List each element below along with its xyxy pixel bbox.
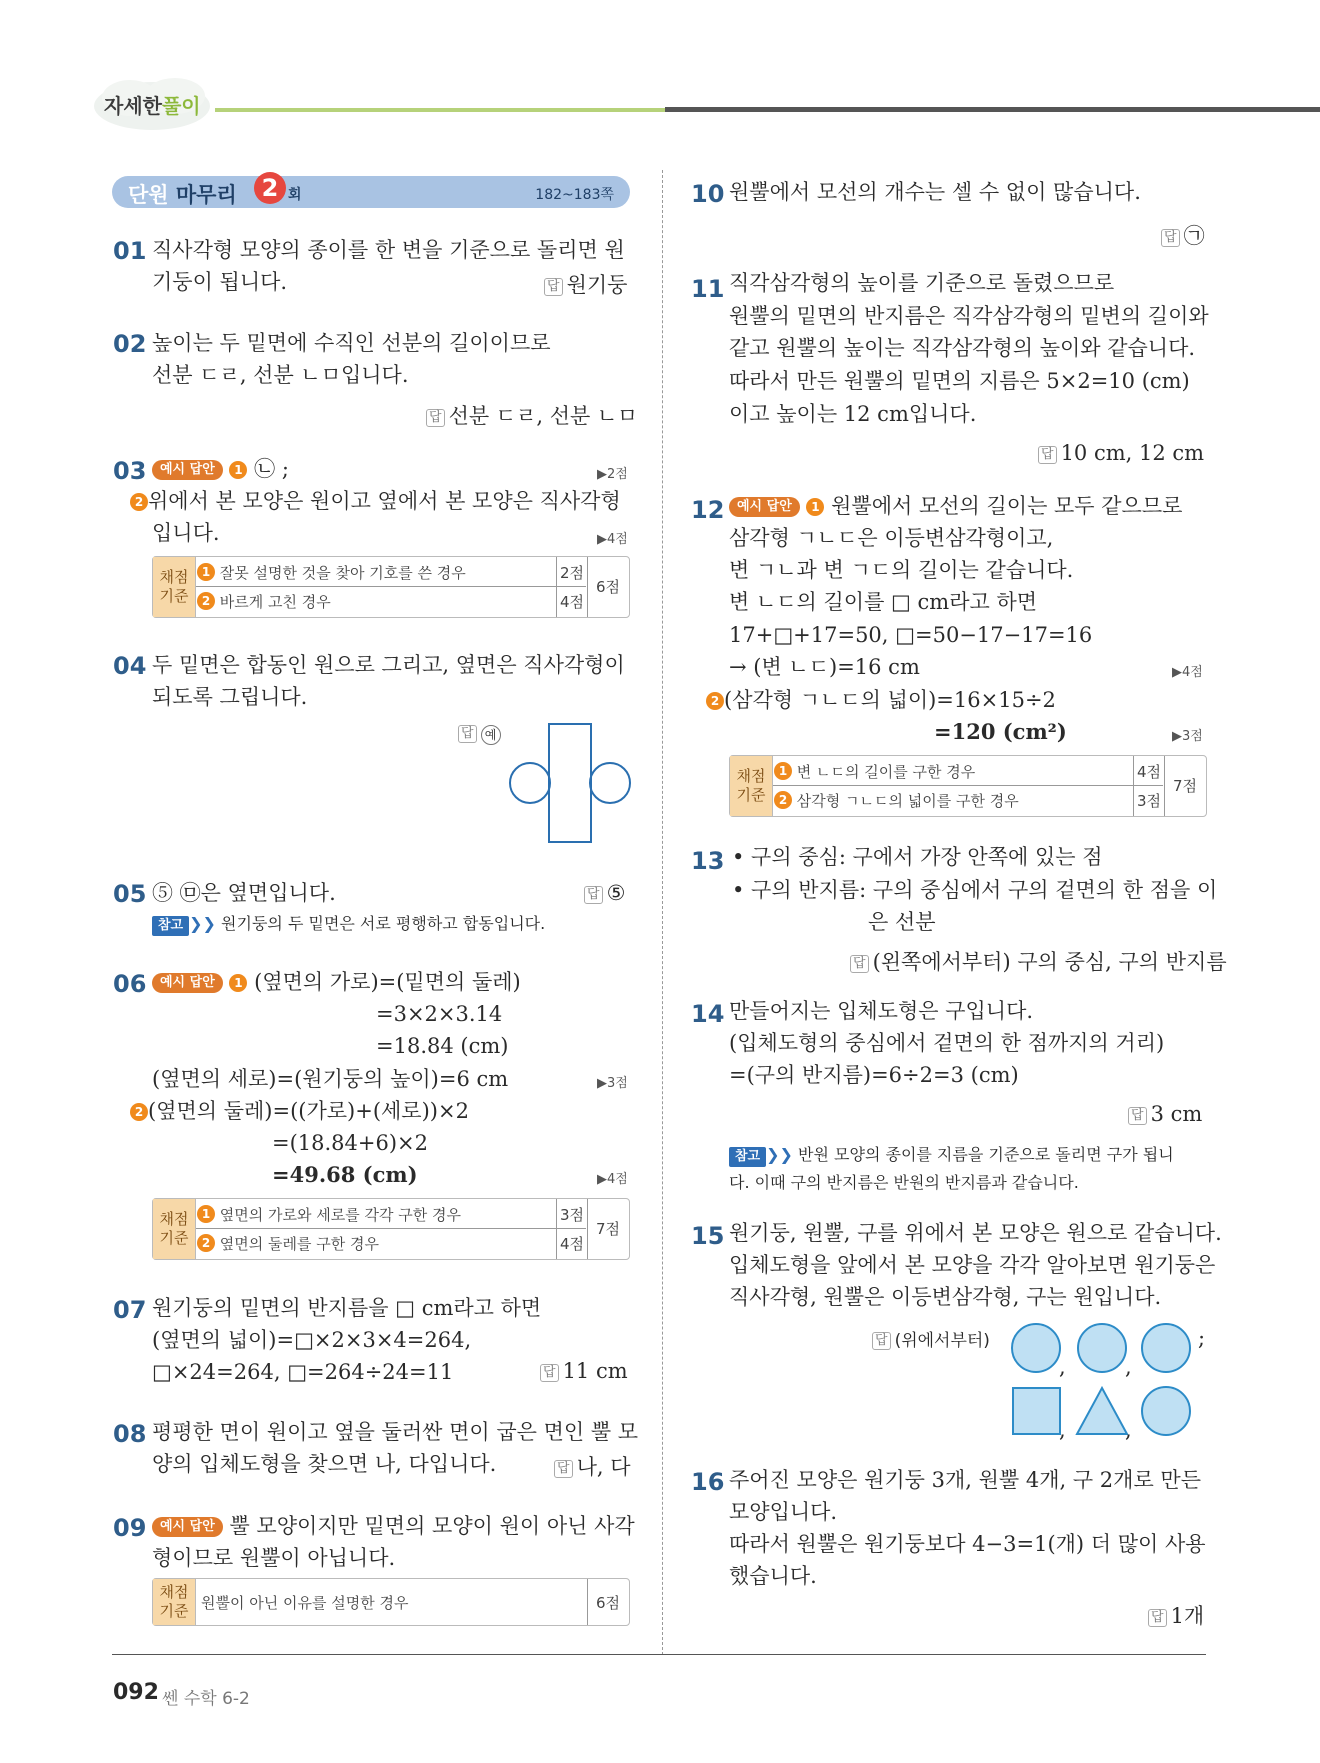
answer-label: 답	[850, 955, 869, 973]
header-logo	[90, 70, 215, 138]
q04-line2: 되도록 그립니다.	[152, 685, 308, 709]
q15-answer	[872, 1326, 990, 1351]
q11-line1: 직각삼각형의 높이를 기준으로 돌렸으므로	[729, 271, 1115, 295]
q16-answer-text: 1개	[1170, 1604, 1205, 1628]
answer-label: 답	[584, 886, 603, 904]
q07-answer	[540, 1359, 628, 1383]
q10-answer	[1161, 220, 1205, 250]
q05-number: 05	[113, 880, 147, 908]
q12-grade-p2: 3점	[1136, 792, 1162, 810]
q10-number: 10	[691, 180, 725, 208]
note-label: 참고	[729, 1147, 766, 1167]
q14-line2: (입체도형의 중심에서 겉면의 한 점까지의 거리)	[729, 1031, 1165, 1055]
grade-label-2: 기준	[159, 1229, 189, 1247]
answer-label: 답	[1148, 1609, 1167, 1627]
grade-label-1: 채점	[736, 767, 766, 785]
q07-number: 07	[113, 1296, 147, 1324]
note-label: 참고	[152, 916, 189, 936]
circle-shape-icon	[1142, 1387, 1190, 1435]
q02-line2: 선분 ㄷㄹ, 선분 ㄴㅁ입니다.	[152, 363, 409, 387]
step-marker-1: 1	[229, 974, 247, 992]
q12-line6: → (변 ㄴㄷ)=16 cm	[729, 655, 920, 679]
q08-answer	[554, 1451, 631, 1481]
q16-line3: 따라서 원뿔은 원기둥보다 4−3=1(개) 더 많이 사용	[729, 1532, 1206, 1556]
q06-line2: =3×2×3.14	[376, 1002, 503, 1026]
q07-line2: (옆면의 넓이)=□×2×3×4=264,	[152, 1328, 472, 1352]
step-marker-2: 2	[706, 692, 724, 710]
q01-line2: 기둥이 됩니다.	[152, 270, 288, 294]
q14-note-text-1: 반원 모양의 종이를 지름을 기준으로 돌리면 구가 됩니	[798, 1145, 1174, 1164]
q15-line2: 입체도형을 앞에서 본 모양을 각각 알아보면 원기둥은	[729, 1253, 1216, 1277]
q06-line7: =49.68 (cm)	[272, 1162, 418, 1187]
circle-shape-icon	[1078, 1324, 1126, 1372]
q04-answer-label: 예	[481, 725, 501, 745]
q09-grade-c1: 원뿔이 아닌 이유를 설명한 경우	[201, 1594, 409, 1612]
q12-grade-total: 7점	[1172, 777, 1198, 795]
q01-answer	[544, 269, 627, 299]
q06-grade-c1: 옆면의 가로와 세로를 각각 구한 경우	[219, 1206, 461, 1224]
note-arrow-icon: ❯❯	[189, 914, 216, 933]
q13-answer-text: (왼쪽에서부터) 구의 중심, 구의 반지름	[872, 950, 1227, 974]
q01-number: 01	[113, 237, 147, 265]
q16-answer	[1148, 1600, 1204, 1630]
circle-shape-icon	[1012, 1324, 1060, 1372]
q05-answer	[584, 881, 625, 905]
q06-line1-text: (옆면의 가로)=(밑면의 둘레)	[254, 970, 521, 994]
q07-line1: 원기둥의 밑면의 반지름을 □ cm라고 하면	[152, 1296, 542, 1320]
q09-grade-total: 6점	[595, 1594, 621, 1612]
q11-answer-text: 10 cm, 12 cm	[1060, 441, 1205, 465]
q14-number: 14	[691, 1000, 725, 1028]
q10-answer-text: ㉠	[1183, 224, 1205, 248]
q03-line1	[152, 455, 289, 483]
q12-line4: 변 ㄴㄷ의 길이를 □ cm라고 하면	[729, 590, 1038, 614]
q07-answer-text: 11 cm	[562, 1359, 628, 1383]
q06-line3: =18.84 (cm)	[376, 1034, 509, 1058]
footer-book-title: 쎈 수학 6-2	[162, 1689, 250, 1709]
q01-line1: 직사각형 모양의 종이를 한 변을 기준으로 돌리면 원	[152, 238, 625, 262]
section-bar	[112, 176, 630, 208]
q15-shapes-figure	[1010, 1320, 1210, 1448]
q03-grade-p1: 2점	[559, 564, 585, 582]
q12-pts2: ▶3점	[1172, 729, 1203, 744]
q06-line4: (옆면의 세로)=(원기둥의 높이)=6 cm	[152, 1067, 509, 1091]
section-title-b: 마무리	[175, 183, 237, 207]
q08-line1: 평평한 면이 원이고 옆을 둘러싼 면이 굽은 면인 뿔 모	[152, 1420, 639, 1444]
q09-line1-text: 뿔 모양이지만 밑면의 모양이 원이 아닌 사각	[229, 1514, 635, 1538]
q03-line3: 입니다.	[152, 521, 220, 545]
q03-step1: ㉡ ;	[254, 457, 289, 481]
q09-grade-table	[152, 1578, 630, 1626]
q08-line2: 양의 입체도형을 찾으면 나, 다입니다.	[152, 1452, 497, 1476]
q15-sep-4: ,	[1125, 1418, 1132, 1442]
q08-answer-text: 나, 다	[576, 1455, 631, 1479]
q11-line4: 따라서 만든 원뿔의 밑면의 지름은 5×2=10 (cm)	[729, 369, 1190, 393]
q06-pts2: ▶4점	[597, 1172, 628, 1187]
section-round-badge: 2	[254, 172, 286, 204]
cylinder-net-figure	[508, 720, 633, 845]
q04-line1: 두 밑면은 합동인 원으로 그리고, 옆면은 직사각형이	[152, 653, 625, 677]
q15-sep-1: ,	[1059, 1355, 1066, 1379]
example-answer-badge: 예시 답안	[729, 497, 800, 517]
q12-line7	[706, 686, 1056, 714]
step-marker-2: 2	[197, 1234, 215, 1252]
q09-line2: 형이므로 원뿔이 아닙니다.	[152, 1546, 396, 1570]
q02-answer	[426, 400, 638, 430]
q13-answer	[850, 946, 1227, 976]
answer-label: 답	[458, 725, 477, 743]
q11-line2: 원뿔의 밑면의 반지름은 직각삼각형의 밑변의 길이와	[729, 304, 1209, 328]
q12-grade-c2: 삼각형 ㄱㄴㄷ의 넓이를 구한 경우	[796, 792, 1019, 810]
q15-end: ;	[1198, 1326, 1206, 1350]
q03-pts2: ▶4점	[597, 532, 628, 547]
q15-answer-text: (위에서부터)	[894, 1331, 990, 1351]
q06-grade-p2: 4점	[559, 1235, 585, 1253]
step-marker-1: 1	[197, 1205, 215, 1223]
q03-grade-total: 6점	[595, 578, 621, 596]
q11-line3: 같고 원뿔의 높이는 직각삼각형의 높이와 같습니다.	[729, 336, 1196, 360]
footer-rule	[112, 1654, 1206, 1655]
step-marker-2: 2	[130, 1103, 148, 1121]
q12-line3: 변 ㄱㄴ과 변 ㄱㄷ의 길이는 같습니다.	[729, 558, 1074, 582]
q13-line1: • 구의 중심: 구에서 가장 안쪽에 있는 점	[732, 845, 1103, 869]
step-marker-2: 2	[197, 592, 215, 610]
note-arrow-icon: ❯❯	[766, 1145, 793, 1164]
q06-grade-table	[152, 1198, 630, 1260]
grade-label-2: 기준	[159, 587, 189, 605]
triangle-shape-icon	[1077, 1388, 1127, 1434]
section-pages: 182~183쪽	[535, 187, 614, 203]
q05-note	[152, 910, 545, 938]
q13-line2: • 구의 반지름: 구의 중심에서 구의 겉면의 한 점을 이	[732, 878, 1218, 902]
q16-line1: 주어진 모양은 원기둥 3개, 원뿔 4개, 구 2개로 만든	[729, 1468, 1201, 1492]
q05-note-text: 원기둥의 두 밑면은 서로 평행하고 합동입니다.	[221, 914, 546, 933]
q12-grade-table	[729, 755, 1207, 817]
q10-line1: 원뿔에서 모선의 개수는 셀 수 없이 많습니다.	[729, 180, 1141, 204]
example-answer-badge: 예시 답안	[152, 973, 223, 993]
q14-note-line1	[729, 1141, 1174, 1169]
q12-grade-p1: 4점	[1136, 763, 1162, 781]
q04-number: 04	[113, 652, 147, 680]
q04-answer	[458, 720, 501, 745]
grade-label-1: 채점	[159, 1210, 189, 1228]
q16-line2: 모양입니다.	[729, 1500, 838, 1524]
q12-line1	[729, 492, 1182, 520]
column-divider	[662, 170, 663, 1655]
step-marker-1: 1	[774, 762, 792, 780]
q02-line1: 높이는 두 밑면에 수직인 선분의 길이이므로	[152, 331, 551, 355]
answer-label: 답	[554, 1460, 573, 1478]
grade-label-2: 기준	[736, 786, 766, 804]
q03-grade-table	[152, 556, 630, 618]
q11-answer	[1038, 441, 1204, 465]
q15-sep-3: ,	[1059, 1418, 1066, 1442]
logo-text-b: 풀이	[161, 94, 201, 118]
q03-grade-p2: 4점	[559, 593, 585, 611]
footer-page-number: 092	[113, 1680, 159, 1705]
q09-line1	[152, 1512, 635, 1540]
answer-label: 답	[544, 278, 563, 296]
q12-line1-text: 원뿔에서 모선의 길이는 모두 같으므로	[831, 494, 1183, 518]
q14-note-line2: 다. 이때 구의 반지름은 반원의 반지름과 같습니다.	[729, 1173, 1079, 1192]
q09-number: 09	[113, 1514, 147, 1542]
q03-line2	[130, 487, 621, 515]
q06-line5	[130, 1097, 469, 1125]
q06-grade-total: 7점	[595, 1220, 621, 1238]
circle-shape-icon	[1142, 1324, 1190, 1372]
q05-answer-text: ⑤	[606, 881, 626, 905]
q12-line7-text: (삼각형 ㄱㄴㄷ의 넓이)=16×15÷2	[724, 688, 1056, 712]
section-round-suffix: 회	[288, 187, 302, 203]
q12-number: 12	[691, 496, 725, 524]
answer-label: 답	[540, 1364, 559, 1382]
q12-line2: 삼각형 ㄱㄴㄷ은 이등변삼각형이고,	[729, 526, 1054, 550]
q15-line3: 직사각형, 원뿔은 이등변삼각형, 구는 원입니다.	[729, 1285, 1162, 1309]
q14-line1: 만들어지는 입체도형은 구입니다.	[729, 999, 1034, 1023]
grade-label-2: 기준	[159, 1602, 189, 1620]
q16-number: 16	[691, 1468, 725, 1496]
q02-number: 02	[113, 330, 147, 358]
step-marker-1: 1	[197, 563, 215, 581]
q12-pts1: ▶4점	[1172, 665, 1203, 680]
q13-line3: 은 선분	[868, 910, 936, 934]
q03-grade-c1: 잘못 설명한 것을 찾아 기호를 쓴 경우	[219, 564, 466, 582]
q07-line3: □×24=264, □=264÷24=11	[152, 1360, 454, 1384]
step-marker-1: 1	[806, 498, 824, 516]
answer-label: 답	[426, 409, 445, 427]
q12-line8: =120 (cm²)	[934, 719, 1067, 744]
q14-line3: =(구의 반지름)=6÷2=3 (cm)	[729, 1063, 1019, 1087]
q15-line1: 원기둥, 원뿔, 구를 위에서 본 모양은 원으로 같습니다.	[729, 1221, 1222, 1245]
q14-answer	[1128, 1102, 1202, 1126]
q11-number: 11	[691, 275, 725, 303]
logo-text-a: 자세한	[104, 94, 162, 118]
q08-number: 08	[113, 1420, 147, 1448]
q11-line5: 이고 높이는 12 cm입니다.	[729, 402, 977, 426]
q06-line1	[152, 968, 521, 996]
q02-answer-text: 선분 ㄷㄹ, 선분 ㄴㅁ	[448, 404, 638, 428]
q15-number: 15	[691, 1222, 725, 1250]
answer-label: 답	[872, 1332, 891, 1350]
section-title-a: 단원	[128, 183, 169, 207]
q06-line5-text: (옆면의 둘레)=((가로)+(세로))×2	[148, 1099, 469, 1123]
q16-line4: 했습니다.	[729, 1564, 817, 1588]
q03-pts1: ▶2점	[597, 467, 628, 482]
q12-grade-c1: 변 ㄴㄷ의 길이를 구한 경우	[796, 763, 976, 781]
q03-grade-c2: 바르게 고친 경우	[219, 593, 331, 611]
q06-number: 06	[113, 970, 147, 998]
example-answer-badge: 예시 답안	[152, 460, 223, 480]
answer-label: 답	[1161, 229, 1180, 247]
step-marker-1: 1	[229, 461, 247, 479]
step-marker-2: 2	[130, 493, 148, 511]
header-rule-green	[215, 108, 665, 112]
q06-pts1: ▶3점	[597, 1076, 628, 1091]
answer-label: 답	[1128, 1107, 1147, 1125]
grade-label-1: 채점	[159, 1583, 189, 1601]
q06-grade-c2: 옆면의 둘레를 구한 경우	[219, 1235, 379, 1253]
q01-answer-text: 원기둥	[566, 273, 628, 297]
q13-number: 13	[691, 847, 725, 875]
q14-answer-text: 3 cm	[1150, 1102, 1203, 1126]
step-marker-2: 2	[774, 791, 792, 809]
example-answer-badge: 예시 답안	[152, 1517, 223, 1537]
q03-line2-text: 위에서 본 모양은 원이고 옆에서 본 모양은 직사각형	[148, 489, 621, 513]
header-rule-gray	[665, 107, 1320, 112]
q06-grade-p1: 3점	[559, 1206, 585, 1224]
answer-label: 답	[1038, 446, 1057, 464]
grade-label-1: 채점	[159, 568, 189, 586]
q15-sep-2: ,	[1125, 1355, 1132, 1379]
q03-number: 03	[113, 457, 147, 485]
q05-line1: ⑤ ㉤은 옆면입니다.	[152, 881, 336, 905]
rectangle-shape-icon	[1013, 1388, 1060, 1434]
q12-line5: 17+□+17=50, □=50−17−17=16	[729, 623, 1093, 647]
q06-line6: =(18.84+6)×2	[272, 1131, 429, 1155]
